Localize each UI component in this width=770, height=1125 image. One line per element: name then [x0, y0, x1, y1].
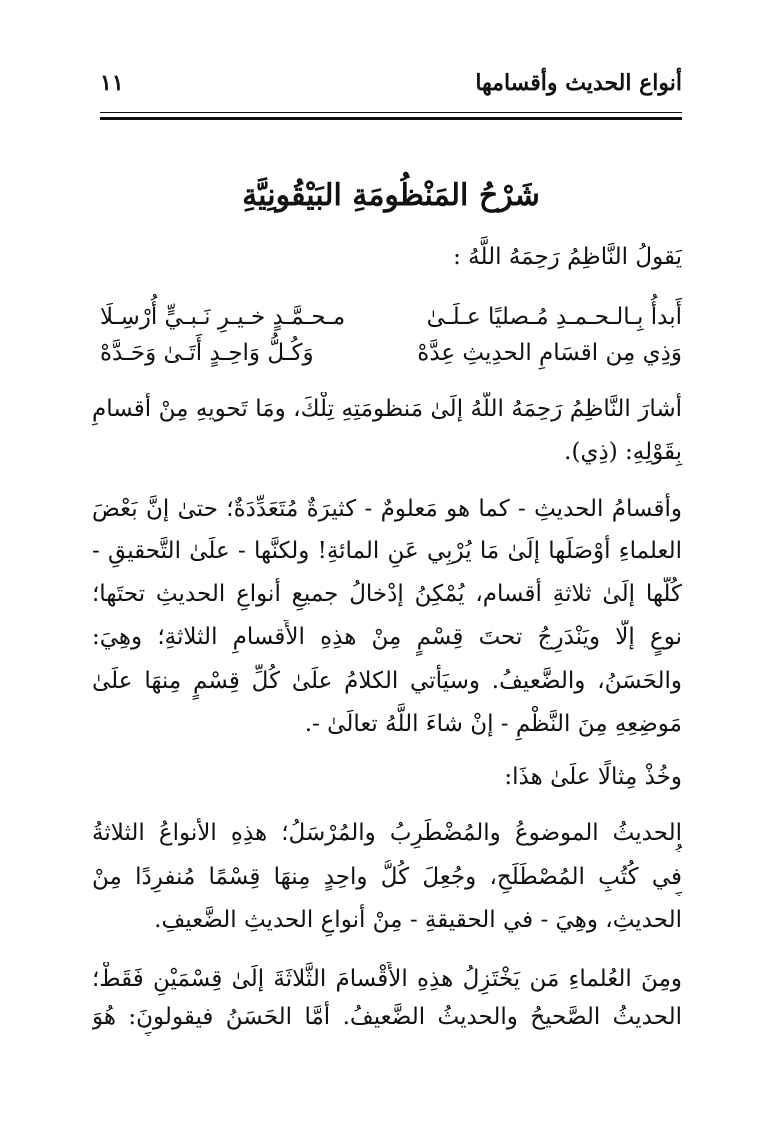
paragraph-line: الحديثُ الصَّحيحُ والحديثُ الضَّعيفُ. أمَّا الحَسَنُ فيقولونَ: هُوَ	[92, 1004, 682, 1030]
verse-2	[100, 336, 682, 372]
page-number: ١١	[100, 70, 124, 96]
paragraph-line: العلماءِ أوْصَلَها إلَىٰ مَا يُرْبِي عَنِ المائةِ! ولكنَّها - علَىٰ التَّحقيقِ -	[92, 538, 682, 564]
verse-1-first-hemistich: أَبدأُ بِـالـحـمـدِ مُـصليًا عـلَـىٰ	[426, 304, 682, 330]
verse-1	[100, 300, 682, 336]
header-title: أنواع الحديث وأقسامها	[475, 70, 682, 96]
section-title: شَرْحُ المَنْظُومَةِ البَيْقُونِيَّةِ	[242, 178, 540, 213]
verse-2-second-hemistich: وَكُـلُّ وَاحِـدٍ أَتَـىٰ وَحَـدَّهْ	[100, 340, 314, 366]
paragraph-line: وخُذْ مِثالًا علَىٰ هذَا:	[504, 764, 682, 790]
paragraph-line: وأَقسامُ الحديثِ - كما هو مَعلومٌ - كثيرَةٌ مُتَعَدِّدَةٌ؛ حتىٰ إنَّ بَعْضَ	[92, 496, 682, 522]
paragraph-line: والحَسَنُ، والضَّعيفُ. وسيَأْتي الكلامُ علَىٰ كُلِّ قِسْمٍ مِنهَا علَىٰ	[92, 668, 682, 694]
verse-2-first-hemistich: وَذِي مِن اقسَامِ الحدِيثِ عِدَّهْ	[417, 340, 682, 366]
paragraph-line: كُلُّها إلَىٰ ثلاثةِ أقسام، يُمْكِنُ إدْخالُ جميعِ أنواعِ الحديثِ تحتَها؛	[92, 581, 682, 607]
paragraph-line: بِقَوْلِهِ: (ذِي).	[564, 439, 682, 465]
verse-1-second-hemistich: مـحـمَّـدٍ خـيـرِ نَـبـيٍّ أُرْسِـلَا	[100, 304, 346, 330]
paragraph-line: الحديثُ الموضوعُ والمُضْطَرِبُ والمُرْسَلُ؛ هذِهِ الأنواعُ الثلاثةُ	[92, 820, 682, 846]
paragraph-line: مَوضِعِهِ مِنَ النَّظْمِ - إنْ شاءَ اللَّهُ تعالَىٰ -.	[304, 711, 682, 737]
paragraph-line: أَشارَ النَّاظِمُ رَحِمَهُ اللَّهُ إلَىٰ مَنظومَتِهِ تِلْكَ، ومَا تَحويهِ مِنْ أَقسامِ	[92, 396, 682, 422]
paragraph-line: في كُتُبِ المُصْطَلَحِ، وجُعِلَ كُلُّ واحِدٍ مِنهَا قِسْمًا مُنفرِدًا مِنْ	[92, 864, 682, 890]
paragraph-line: نوعٍ إلَّا ويَنْدَرِجُ تحتَ قِسْمٍ مِنْ هذِهِ الأَقسامِ الثلاثةِ؛ وهِيَ:	[92, 624, 682, 650]
paragraph-line: ومِنَ العُلماءِ مَن يَخْتَزِلُ هذِهِ الأَقْسامَ الثَّلاثَةَ إلَىٰ قِسْمَيْنِ فَقَطْ؛	[92, 966, 682, 992]
intro-line: يَقولُ النَّاظِمُ رَحِمَهُ اللَّهُ :	[453, 244, 682, 270]
paragraph-line: الحديثِ، وهِيَ - في الحقيقةِ - مِنْ أنواعِ الحديثِ الضَّعيفِ.	[154, 907, 682, 933]
